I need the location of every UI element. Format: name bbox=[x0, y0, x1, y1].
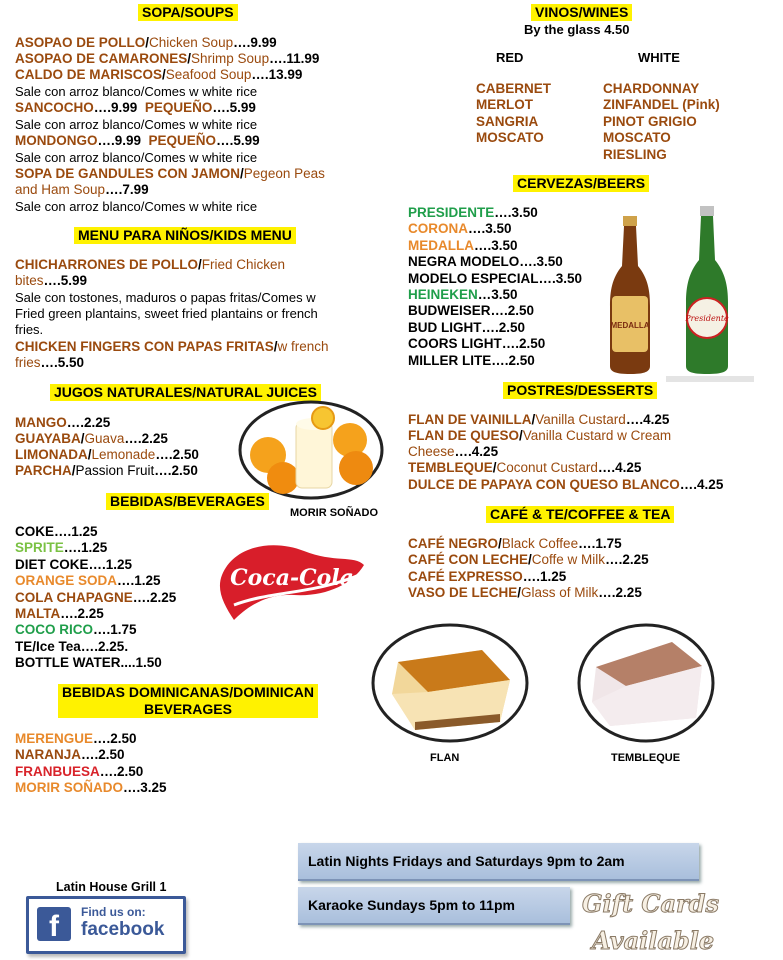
morir-sonado-photo bbox=[238, 400, 384, 500]
menu-item: ORANGE SODA….1.25 bbox=[15, 573, 161, 589]
wines-header: VINOS/WINES bbox=[531, 4, 632, 21]
menu-item: ASOPAO DE CAMARONES/Shrimp Soup….11.99 bbox=[15, 51, 320, 66]
menu-item: SOPA DE GANDULES CON JAMON/Pegeon Peas bbox=[15, 166, 325, 181]
menu-item: VASO DE LECHE/Glass of Milk….2.25 bbox=[408, 585, 642, 601]
menu-item: GUAYABA/Guava….2.25 bbox=[15, 431, 168, 446]
facebook-badge[interactable] bbox=[26, 896, 186, 954]
gift-cards-available: Available bbox=[592, 926, 715, 955]
rice-note: Sale con arroz blanco/Comes w white rice bbox=[15, 199, 258, 214]
tembleque-caption: TEMBLEQUE bbox=[611, 752, 681, 764]
menu-item: CORONA….3.50 bbox=[408, 221, 512, 237]
menu-item: CABERNET bbox=[476, 81, 552, 96]
menu-item: MOSCATO bbox=[603, 130, 671, 146]
menu-item: PRESIDENTE….3.50 bbox=[408, 205, 538, 220]
menu-item: SPRITE….1.25 bbox=[15, 540, 108, 556]
menu-item: CAFÉ NEGRO/Black Coffee….1.75 bbox=[408, 536, 622, 551]
red-label: RED bbox=[496, 50, 524, 65]
menu-item: HEINEKEN…3.50 bbox=[408, 287, 518, 302]
menu-item: MORIR SOÑADO….3.25 bbox=[15, 780, 167, 796]
menu-item-cont: Cheese….4.25 bbox=[408, 444, 499, 459]
menu-item: FLAN DE QUESO/Vanilla Custard w Cream bbox=[408, 428, 672, 443]
menu-item: MALTA….2.25 bbox=[15, 606, 104, 621]
menu-item: DIET COKE….1.25 bbox=[15, 556, 133, 572]
presidente-label: Presidente bbox=[685, 314, 729, 323]
menu-item: CHARDONNAY bbox=[603, 81, 700, 96]
flan-photo bbox=[370, 622, 530, 744]
menu-item: MEDALLA….3.50 bbox=[408, 237, 518, 253]
menu-item: MILLER LITE….2.50 bbox=[408, 352, 535, 368]
menu-item: DULCE DE PAPAYA CON QUESO BLANCO….4.25 bbox=[408, 477, 724, 492]
menu-item: MONDONGO….9.99 PEQUEÑO….5.99 bbox=[15, 133, 260, 148]
tembleque-photo bbox=[576, 622, 716, 744]
menu-item: NEGRA MODELO….3.50 bbox=[408, 254, 563, 270]
facebook-icon: f bbox=[37, 907, 71, 941]
rice-note: Sale con arroz blanco/Comes w white rice bbox=[15, 150, 258, 165]
menu-item: NARANJA….2.50 bbox=[15, 747, 125, 763]
menu-item: MOSCATO bbox=[476, 130, 544, 146]
menu-item: CAFÉ EXPRESSO….1.25 bbox=[408, 568, 567, 584]
karaoke-banner: Karaoke Sundays 5pm to 11pm bbox=[298, 887, 570, 925]
rice-note: Sale con arroz blanco/Comes w white rice bbox=[15, 117, 258, 132]
menu-item: CALDO DE MARISCOS/Seafood Soup….13.99 bbox=[15, 67, 303, 82]
menu-item: ASOPAO DE POLLO/Chicken Soup….9.99 bbox=[15, 35, 277, 50]
menu-item: LIMONADA/Lemonade….2.50 bbox=[15, 447, 199, 462]
menu-item: MERENGUE….2.50 bbox=[15, 731, 137, 746]
menu-item-cont: fries….5.50 bbox=[15, 355, 85, 370]
menu-item: COKE….1.25 bbox=[15, 524, 98, 539]
kids-note: fries. bbox=[15, 322, 44, 337]
latin-nights-banner: Latin Nights Fridays and Saturdays 9pm to 2am bbox=[298, 843, 699, 881]
menu-item: CHICHARRONES DE POLLO/Fried Chicken bbox=[15, 257, 286, 272]
menu-item: ZINFANDEL (Pink) bbox=[603, 97, 720, 113]
desserts-header: POSTRES/DESSERTS bbox=[503, 382, 657, 399]
menu-item: TE/Ice Tea….2.25. bbox=[15, 638, 129, 654]
coca-cola-logo-text: Coca-Cola bbox=[230, 565, 354, 591]
menu-item: BOTTLE WATER....1.50 bbox=[15, 655, 162, 671]
menu-item: MANGO….2.25 bbox=[15, 415, 111, 430]
menu-item: CHICKEN FINGERS CON PAPAS FRITAS/w french bbox=[15, 339, 329, 354]
menu-item: MODELO ESPECIAL….3.50 bbox=[408, 270, 583, 286]
white-label: WHITE bbox=[638, 50, 680, 65]
menu-item: MERLOT bbox=[476, 97, 533, 113]
soups-header: SOPA/SOUPS bbox=[138, 4, 238, 21]
menu-item: PINOT GRIGIO bbox=[603, 113, 697, 129]
facebook-wordmark: facebook bbox=[81, 919, 165, 940]
coffee-header: CAFÉ & TE/COFFEE & TEA bbox=[486, 506, 674, 523]
beverages-header: BEBIDAS/BEVERAGES bbox=[106, 493, 269, 510]
menu-item: COORS LIGHT….2.50 bbox=[408, 336, 546, 352]
menu-item-cont: and Ham Soup….7.99 bbox=[15, 182, 149, 197]
flan-caption: FLAN bbox=[430, 752, 460, 764]
menu-item: BUD LIGHT….2.50 bbox=[408, 319, 526, 335]
menu-item: FLAN DE VAINILLA/Vanilla Custard….4.25 bbox=[408, 412, 670, 427]
kids-header: MENU PARA NIÑOS/KIDS MENU bbox=[74, 227, 296, 244]
gift-cards-text: Gift Cards bbox=[582, 889, 719, 918]
find-us-text: Find us on: bbox=[81, 905, 146, 919]
beers-header: CERVEZAS/BEERS bbox=[513, 175, 649, 192]
juices-header: JUGOS NATURALES/NATURAL JUICES bbox=[50, 384, 321, 401]
restaurant-name: Latin House Grill 1 bbox=[56, 880, 167, 894]
menu-item: COCO RICO….1.75 bbox=[15, 622, 137, 638]
kids-note: Fried green plantains, sweet fried plantains or french bbox=[15, 306, 318, 321]
beer-bottles-photo bbox=[604, 206, 754, 382]
menu-item: CAFÉ CON LECHE/Coffe w Milk….2.25 bbox=[408, 552, 649, 568]
kids-note: Sale con tostones, maduros o papas fritas/Comes w bbox=[15, 290, 316, 305]
menu-item-cont: bites….5.99 bbox=[15, 273, 88, 288]
photo-caption: MORIR SOÑADO bbox=[290, 507, 378, 519]
menu-item: PARCHA/Passion Fruit….2.50 bbox=[15, 463, 198, 478]
menu-item: TEMBLEQUE/Coconut Custard….4.25 bbox=[408, 460, 642, 475]
menu-item: SANGRIA bbox=[476, 113, 539, 129]
medalla-label: MEDALLA bbox=[610, 321, 650, 330]
rice-note: Sale con arroz blanco/Comes w white rice bbox=[15, 84, 258, 99]
menu-item: SANCOCHO….9.99 PEQUEÑO….5.99 bbox=[15, 100, 256, 115]
menu-item: COLA CHAPAGNE….2.25 bbox=[15, 589, 177, 605]
coca-cola-logo bbox=[214, 535, 370, 625]
by-glass: By the glass 4.50 bbox=[524, 22, 630, 37]
menu-item: FRANBUESA….2.50 bbox=[15, 763, 144, 779]
dominican-header: BEBIDAS DOMINICANAS/DOMINICAN BEVERAGES bbox=[58, 684, 318, 718]
menu-item: BUDWEISER….2.50 bbox=[408, 303, 535, 319]
menu-item: RIESLING bbox=[603, 146, 667, 162]
